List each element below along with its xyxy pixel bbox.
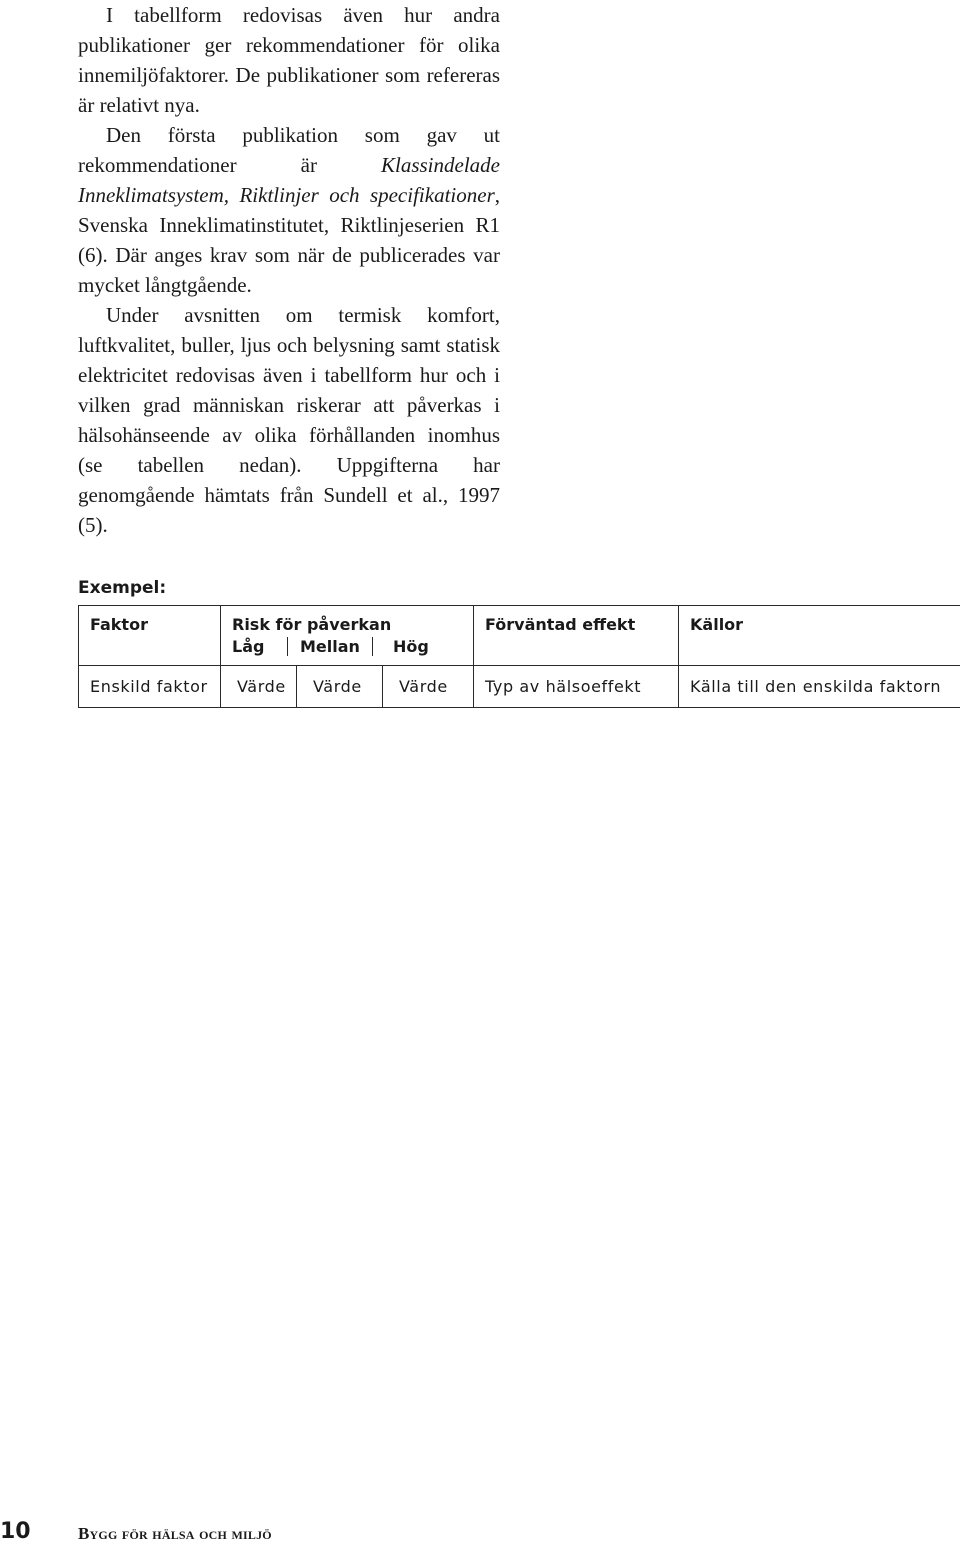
page-footer (0, 1519, 960, 1549)
paragraph-first-publication-end: , Svenska Inneklimatinstitutet, Riktlinjeserien R1 (6). Där anges krav som när de publicerades var mycket långtgående. (78, 183, 500, 297)
cell-factor: Enskild faktor (79, 666, 221, 708)
cell-risk-mid: Värde (297, 666, 383, 708)
cell-risk-low: Värde (221, 666, 297, 708)
paragraph-intro: I tabellform redovisas även hur andra publikationer ger rekommendationer för olika innemiljöfaktorer. De publikationer som refereras är relativt nya. (78, 3, 500, 117)
publication-title: Klassindelade Inneklimatsystem, Riktlinjer och specifikationer (78, 153, 500, 207)
table-header-row (79, 606, 960, 666)
cell-sources: Källa till den enskilda faktorn (679, 666, 960, 708)
example-label: Exempel: (78, 578, 167, 598)
header-risk-mid: Mellan (287, 637, 372, 656)
page-number: 10 (0, 1519, 31, 1544)
header-sources: Källor (679, 606, 960, 666)
cell-effect: Typ av hälsoeffekt (474, 666, 679, 708)
footer-title: Bygg för hälsa och miljö (78, 1524, 272, 1543)
paragraph-first-publication (78, 120, 500, 300)
header-risk-low: Låg (232, 637, 265, 656)
table-row (79, 666, 960, 708)
header-risk (221, 606, 474, 666)
header-effect: Förväntad effekt (474, 606, 679, 666)
header-factor: Faktor (79, 606, 221, 666)
paragraph-table-sections: Under avsnitten om termisk komfort, luftkvalitet, buller, ljus och belysning samt statisk elektricitet redovisas även i tabellform hur och i vilken grad människan riskerar att påverkas i hälsohänseende av olika förhållanden inomhus (se tabellen nedan). Uppgifterna har genomgående hämtats från Sundell et al., 1997 (5). (78, 303, 500, 537)
cell-risk-high: Värde (383, 666, 474, 708)
header-risk-title: Risk för påverkan (232, 615, 392, 634)
header-risk-high: Hög (372, 637, 429, 656)
paragraph-first-publication-start: Den första publikation som gav ut rekommendationer är (78, 123, 500, 177)
body-text-column (78, 0, 500, 540)
example-table (78, 605, 960, 708)
header-risk-levels (232, 637, 473, 656)
